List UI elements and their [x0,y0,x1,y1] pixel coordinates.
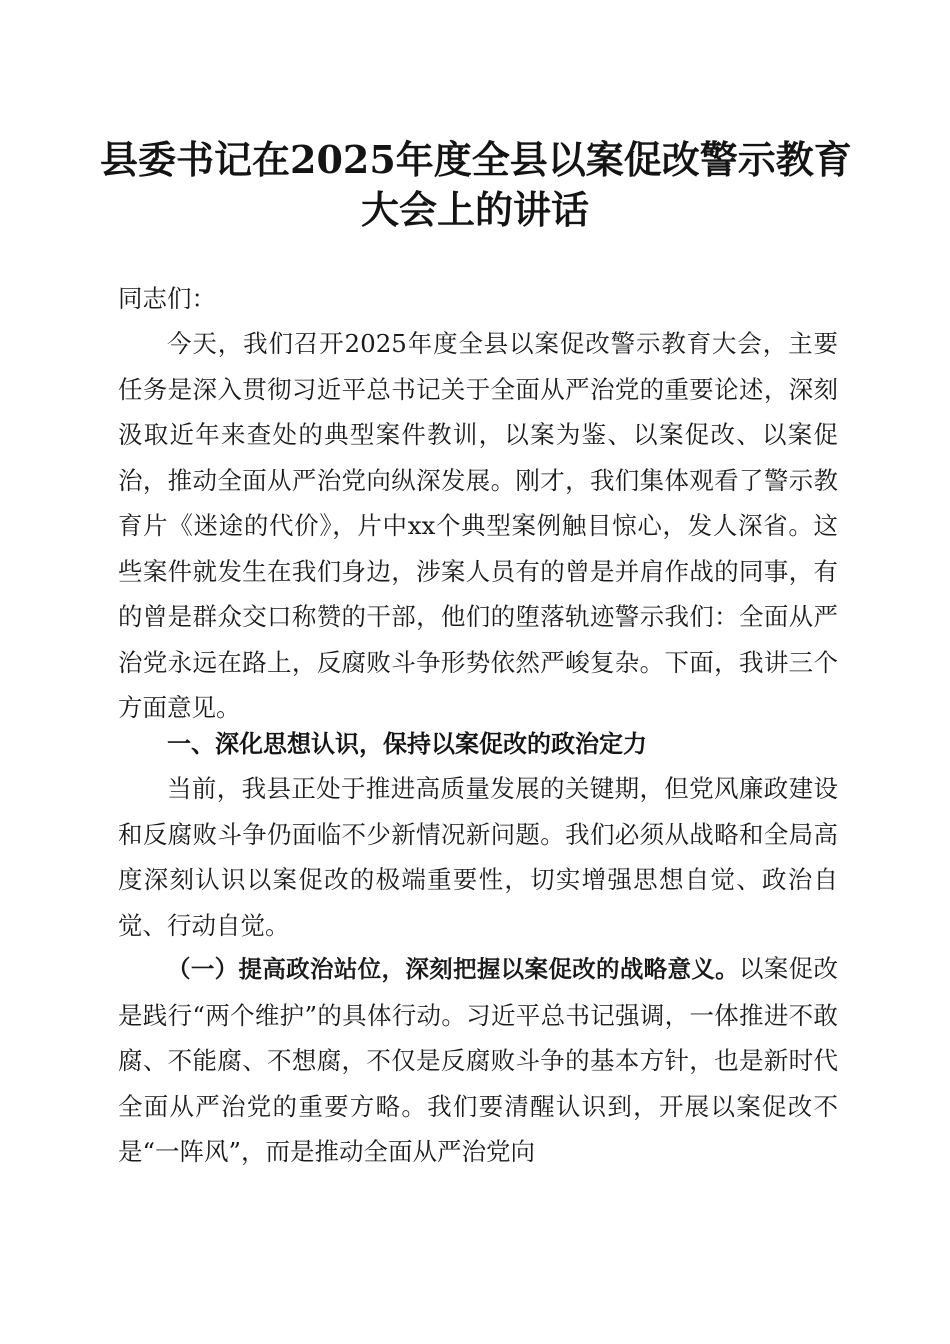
section-heading-1: 一、深化思想认识，保持以案促改的政治定力 [167,730,647,758]
subsection-1-text: 以案促改是践行“两个维护”的具体行动。习近平总书记强调，一体推进不敢腐、不能腐、不想腐，不仅是反腐败斗争的基本方针，也是新时代全面从严治党的重要方略。我们要清醒认识到，开展以案促改不是“一阵风”，而是推动全面从严治党向 [118,954,838,1166]
paragraph-section-1-intro: 当前，我县正处于推进高质量发展的关键期，但党风廉政建设和反腐败斗争仍面临不少新情况新问题。我们必须从战略和全局高度深刻认识以案促改的极端重要性，切实增强思想自觉、政治自觉、行动自觉。 [118,774,838,940]
document-title-line-2: 大会上的讲话 [360,187,589,232]
document-title-line-1: 县委书记在2025年度全县以案促改警示教育 [100,137,852,182]
paragraph-subsection-1 [118,946,838,1175]
paragraph-opening: 今天，我们召开2025年度全县以案促改警示教育大会，主要任务是深入贯彻习近平总书记关于全面从严治党的重要论述，深刻汲取近年来查处的典型案件教训，以案为鉴、以案促改、以案促治，推动全面从严治党向纵深发展。刚才，我们集体观看了警示教育片《迷途的代价》，片中xx个典型案例触目惊心，发人深省。这些案件就发生在我们身边，涉案人员有的曾是并肩作战的同事，有的曾是群众交口称赞的干部，他们的堕落轨迹警示我们：全面从严治党永远在路上，反腐败斗争形势依然严峻复杂。下面，我讲三个方面意见。 [118,329,838,722]
salutation: 同志们： [118,284,216,313]
subsection-heading-1: （一）提高政治站位，深刻把握以案促改的战略意义。 [167,955,739,983]
